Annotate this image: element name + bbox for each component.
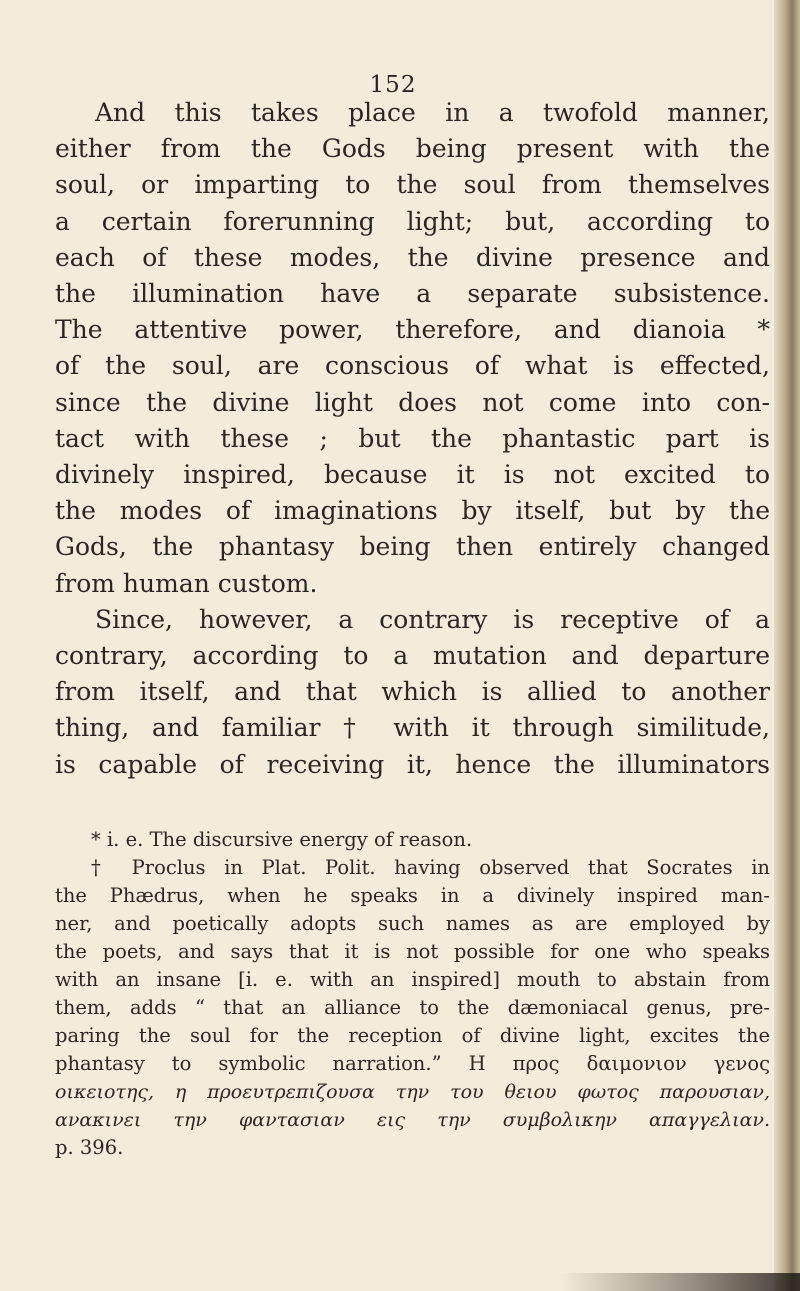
footnote-line: * i. e. The discursive energy of reason. (91, 828, 473, 851)
text-line: from itself, and that which is allied to another (55, 677, 770, 707)
text-line: the modes of imaginations by itself, but by the (55, 496, 770, 526)
bottom-edge-shadow (560, 1273, 800, 1291)
text-line: a certain forerunning light; but, according to (55, 206, 770, 236)
footnote-line: phantasy to symbolic narration.” Η προς δαιμονιον γενος (55, 1052, 770, 1075)
footnote-line: ner, and poetically adopts such names as are employed by (55, 912, 770, 935)
footnote-line: the poets, and says that it is not possible for one who speaks (55, 940, 770, 963)
text-line: contrary, according to a mutation and departure (55, 641, 770, 671)
footnote-line: with an insane [i. e. with an inspired] mouth to abstain from (55, 968, 770, 991)
footnotes (55, 826, 770, 1162)
greek-footnote-line: ανακινει την φαντασιαν εις την συμβολικην απαγγελιαν. (55, 1109, 770, 1131)
text-line: divinely inspired, because it is not excited to (55, 460, 770, 490)
text-line: the illumination have a separate subsistence. (55, 279, 770, 309)
text-line: from human custom. (55, 568, 318, 598)
text-line: soul, or imparting to the soul from themselves (55, 170, 770, 200)
text-line: And this takes place in a twofold manner, (95, 98, 770, 127)
footnote-line: them, adds “ that an alliance to the dæmoniacal genus, pre- (55, 996, 770, 1019)
text-line: tact with these ; but the phantastic part is (55, 423, 770, 453)
text-line: is capable of receiving it, hence the illuminators (55, 749, 770, 779)
text-line: The attentive power, therefore, and dianoia * (55, 315, 770, 345)
footnote-line: the Phædrus, when he speaks in a divinely inspired man- (55, 884, 770, 907)
footnote-line: paring the soul for the reception of divine light, excites the (55, 1024, 770, 1047)
page-number: 152 (369, 72, 417, 98)
main-text (55, 95, 770, 783)
footnote-line: p. 396. (55, 1136, 124, 1159)
greek-footnote-line: οικειοτης, η προευτρεπιζουσα την του θειου φωτος παρουσιαν, (55, 1081, 770, 1103)
text-line: thing, and familiar † with it through similitude, (55, 713, 770, 743)
page-edge-shadow (774, 0, 800, 1291)
text-line: since the divine light does not come into con- (55, 387, 770, 417)
text-line: of the soul, are conscious of what is effected, (55, 351, 770, 381)
text-line: Since, however, a contrary is receptive of a (95, 604, 770, 634)
text-line: either from the Gods being present with the (55, 134, 770, 164)
text-line: each of these modes, the divine presence and (55, 242, 770, 272)
footnote-line: † Proclus in Plat. Polit. having observed that Socrates in (91, 856, 770, 879)
text-line: Gods, the phantasy being then entirely changed (55, 532, 770, 562)
